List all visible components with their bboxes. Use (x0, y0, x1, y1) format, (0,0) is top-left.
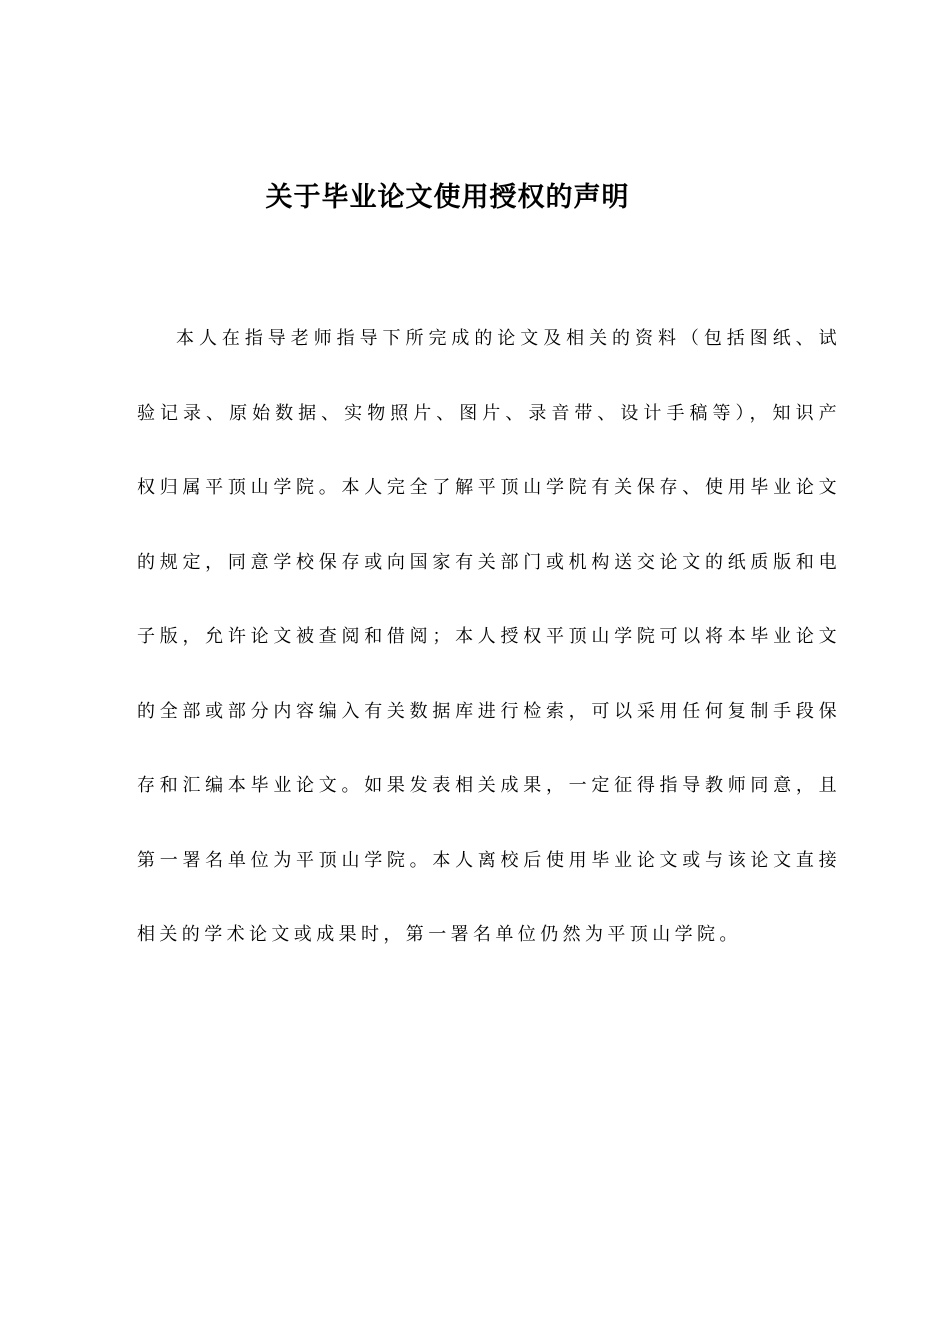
document-title: 关于毕业论文使用授权的声明 (265, 182, 630, 214)
declaration-paragraph: 本人在指导老师指导下所完成的论文及相关的资料（包括图纸、试验记录、原始数据、实物照片、图片、录音带、设计手稿等），知识产权归属平顶山学院。本人完全了解平顶山学院有关保存、使用毕业论文的规定，同意学校保存或向国家有关部门或机构送交论文的纸质版和电子版，允许论文被查阅和借阅；本人授权平顶山学院可以将本毕业论文的全部或部分内容编入有关数据库进行检索，可以采用任何复制手段保存和汇编本毕业论文。如果发表相关成果，一定征得指导教师同意，且第一署名单位为平顶山学院。本人离校后使用毕业论文或与该论文直接相关的学术论文或成果时，第一署名单位仍然为平顶山学院。 (137, 328, 841, 945)
